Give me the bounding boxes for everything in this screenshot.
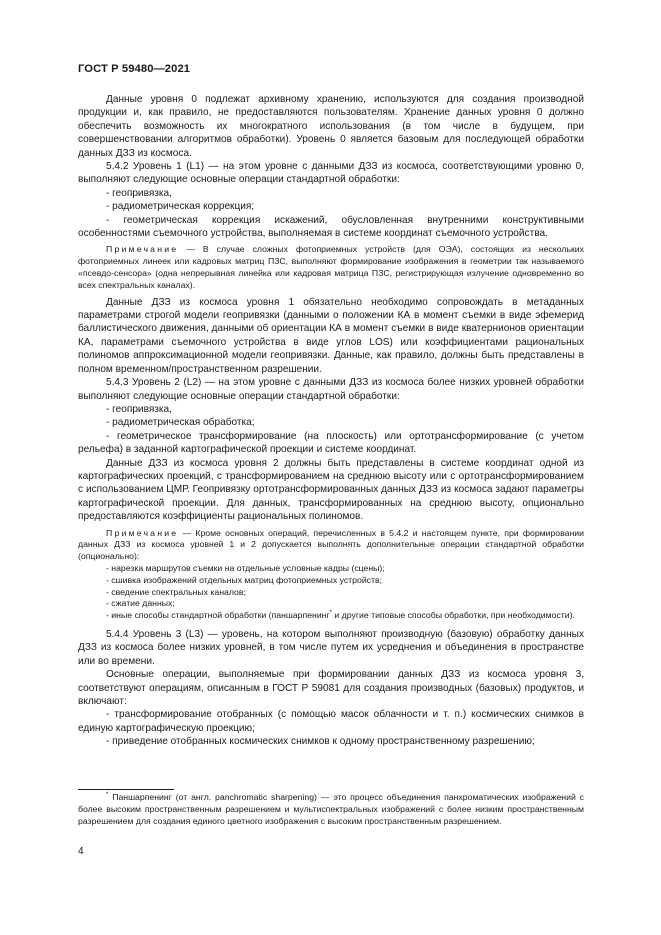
footnote-body: Паншарпенинг (от англ. panchromatic sharpening) — это процесс объединения панхроматических изображений с более высоким пространственным разрешением и мультиспектральных изображений с более низким пространственным разрешением для создания единого цветного изображения с высоким пространственным разрешением. [78,792,584,826]
list-item: - геопривязка, [106,187,172,199]
footnote [78,792,584,827]
list-item: - геометрическое трансформирование (на плоскость) или ортотрансформирование (с учетом рельефа) в заданной картографической проекции и системе координат. [78,430,584,456]
note-list-item: - сведение спектральных каналов; [106,586,246,597]
note [78,244,584,291]
list-item: - приведение отобранных космических снимков к одному пространственному разрешению; [106,736,535,748]
section-5-4-3: 5.4.3 Уровень 2 (L2) — на этом уровне с данными ДЗЗ из космоса более низких уровней обработки выполняют следующие основные операции стандартной обработки: [78,377,584,402]
paragraph: Данные ДЗЗ из космоса уровня 1 обязательно необходимо сопровождать в метаданных параметрами строгой модели геопривязки (данными о положении КА в момент съемки в виде эфемерид баллистического движения, данными об ориентации КА в момент съемки в виде кватернионов ориентации КА, параметрами съемочного устройства в виде углов LOS) или коэффициентами рациональных полиномов аппроксимационной модели геопривязки. Данные, как правило, должны быть представлены в полном временном/пространственном разрешении. [78,296,584,375]
note-text: — Кроме основных операций, перечисленных в 5.4.2 и настоящем пункте, при формировании данных ДЗЗ из космоса уровней 1 и 2 допускается выполнять дополнительные операции стандартной обработки (опционально): [78,527,584,562]
page-content [78,93,584,749]
section-5-4-4: 5.4.4 Уровень 3 (L3) — уровень, на котором выполняют производную (базовую) обработку данных ДЗЗ из космоса более низких уровней, в том числе путем их усреднения и объединения в пространстве или во времени. [78,628,584,667]
list-item: - трансформирование отобранных (с помощью масок облачности и т. п.) космических снимков в единую картографическую проекцию; [78,709,584,734]
paragraph: Данные уровня 0 подлежат архивному хранению, используются для создания производной продукции и, как правило, не предоставляются пользователям. Хранение данных уровня 0 должно обеспечить возможность их многократного использования (в том числе в будущем, при совершенствовании алгоритмов обработки). Уровень 0 является базовым для последующей обработки данных ДЗЗ из космоса. [78,94,584,159]
section-5-4-2: 5.4.2 Уровень 1 (L1) — на этом уровне с данными ДЗЗ из космоса, соответствующими уровню 0, выполняют следующие основные операции стандартной обработки: [78,161,584,186]
note-list-item [78,610,584,622]
footnote-ref: * [329,610,332,617]
note-list-text: - иные способы стандартной обработки (паншарпенинг [106,610,330,621]
footnote-divider [78,789,174,790]
note-list-item: - сшивка изображений отдельных матриц фотоприемных устройств; [106,574,383,585]
note-title: Примечание [106,244,179,255]
note-list-item: - нарезка маршрутов съемки на отдельные условные кадры (сцены); [106,562,385,573]
note-list-text: и другие типовые способы обработки, при необходимости). [332,610,575,621]
list-item: - геопривязка, [106,403,172,415]
page-number: 4 [78,846,84,857]
note [78,528,584,563]
standard-header: ГОСТ Р 59480—2021 [78,63,191,75]
list-item: - радиометрическая коррекция; [106,201,255,213]
list-item: - геометрическая коррекция искажений, обусловленная внутренними конструктивными особенностями съемочного устройства, выполняемая в системе координат съемочного устройства. [78,214,584,240]
note-title: Примечание [106,527,179,538]
paragraph: Основные операции, выполняемые при формировании данных ДЗЗ из космоса уровня 3, соответствуют операциям, описанным в ГОСТ Р 59081 для создания производных (базовых) продуктов, и включают: [78,669,584,707]
list-item: - радиометрическая обработка; [106,417,255,429]
note-list-item: - сжатие данных; [106,598,175,609]
footnote-text [78,792,584,827]
footnote-mark: * [106,792,109,799]
paragraph: Данные ДЗЗ из космоса уровня 2 должны быть представлены в системе координат одной из картографических проекций, с трансформированием на среднюю высоту или с ортотрансформированием с использованием ЦМР. Геопривязку ортотрансформированных данных ДЗЗ из космоса задают параметры картографической проекции. Для данных, трансформированных на среднюю высоту, опционально предоставляются коэффициенты рациональных полиномов. [78,457,584,523]
note-text: — В случае сложных фотоприемных устройств (для ОЭА), состоящих из нескольких фотоприемных линеек или кадровых матриц ПЗС, выполняют формирование изображения в геометрии так называемого «псевдо-сенсора» (одна непрерывная линейка или кадровая матрица ПЗС, регистрирующая излучение одновременно во всех спектральных каналах). [78,244,584,290]
